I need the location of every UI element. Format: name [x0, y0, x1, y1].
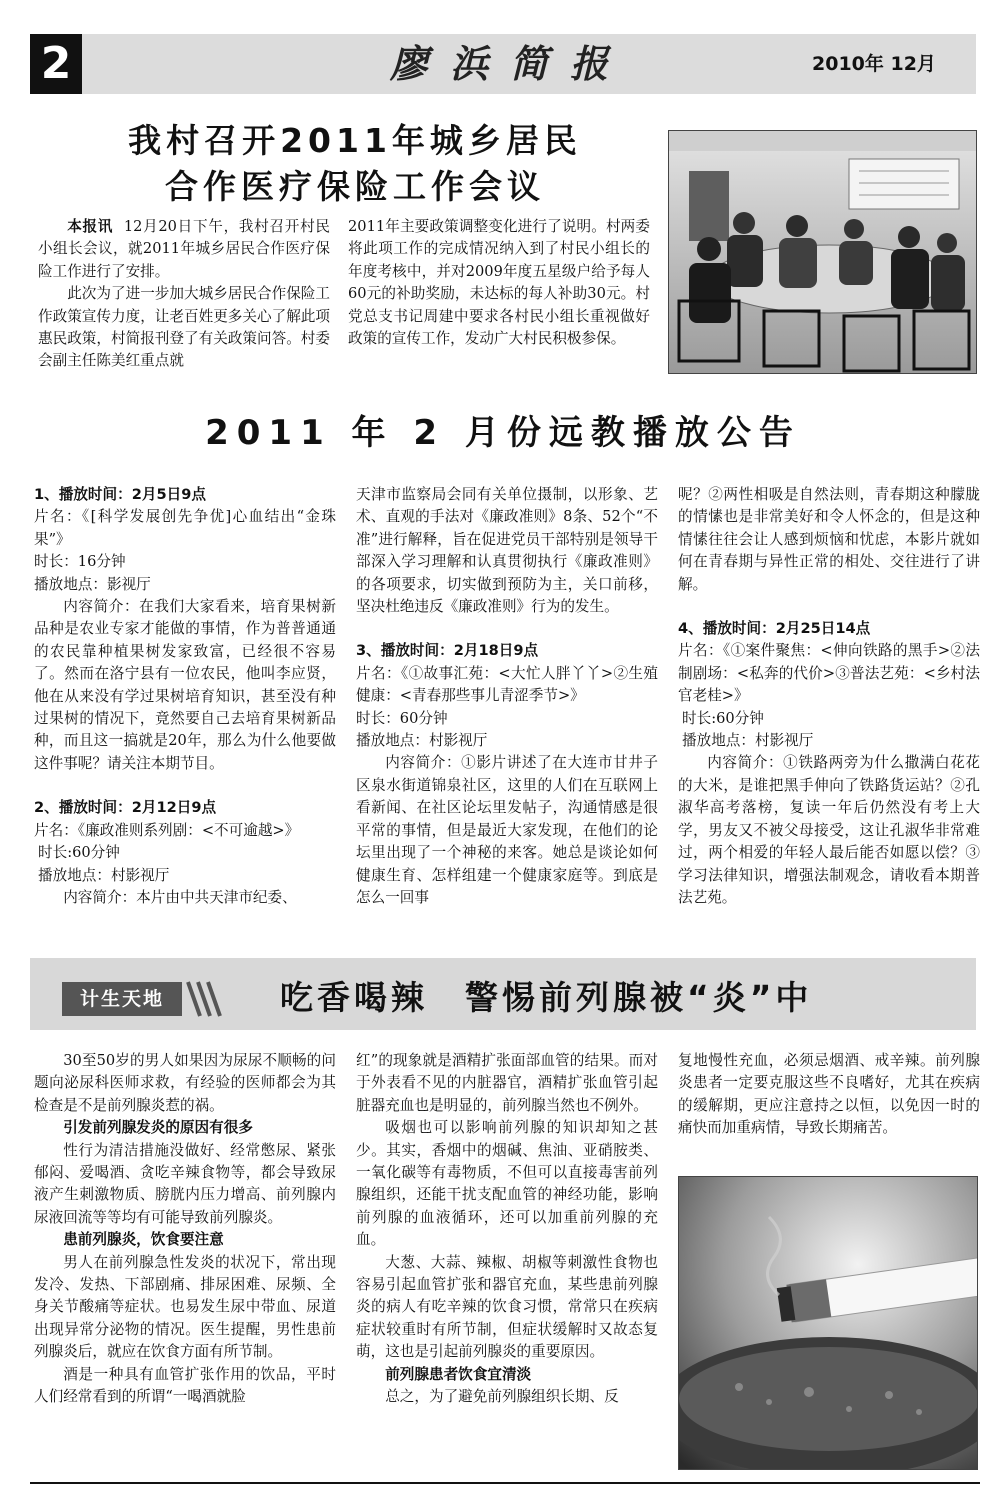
section-tag: 计生天地: [62, 982, 182, 1016]
health-subheading-diet: 患前列腺炎，饮食要注意: [63, 1231, 224, 1249]
article1-headline-line1: 我村召开2011年城乡居民: [128, 121, 582, 160]
issue-date: 2010年 12月: [812, 53, 936, 75]
broadcast-item-3-duration: 时长：60分钟: [356, 709, 448, 727]
broadcast-item-2-title: 片名：《廉政准则系列剧：<不可逾越>》: [34, 821, 300, 839]
broadcast-item-2-venue: 播放地点：村影视厅: [38, 866, 170, 884]
broadcast-item-4-duration: 时长:60分钟: [682, 709, 764, 727]
broadcast-item-4-venue: 播放地点：村影视厅: [682, 732, 814, 750]
broadcast-item-2-duration: 时长:60分钟: [38, 844, 120, 862]
article1-headline-line2: 合作医疗保险工作会议: [165, 167, 545, 206]
article1-paragraph: 2011年主要政策调整变化进行了说明。村两委将此项工作的完成情况纳入到了村民小组长的年度考核中，并对2009年度五星级户给予每人60元的补助奖励，未达标的每人补助30元。村党总支书记周建中要求各村民小组长重视做好政策的宣传工作，发动广大村民积极参保。: [348, 218, 650, 348]
article1-paragraph: 12月20日下午，我村召开村民小组长会议，就2011年城乡居民合作医疗保险工作进行了安排。: [38, 218, 330, 280]
cigarette-photo: [678, 1176, 978, 1470]
health-paragraph: 红”的现象就是酒精扩张面部血管的结果。而对于外表看不见的内脏器官，酒精扩张血管引起脏器充血也是明显的，前列腺当然也不例外。: [356, 1052, 658, 1114]
article1-column-1: [38, 216, 330, 373]
article1-column-2: [348, 216, 650, 350]
cigarette-photo-image: [679, 1177, 977, 1469]
page-number: 2: [30, 34, 82, 94]
meeting-photo-image: [669, 131, 976, 373]
broadcast-item-1-title: 片名：《[科学发展创先争优]心血结出“金珠果”》: [34, 508, 336, 548]
broadcast-item-3-intro-continued: 呢？②两性相吸是自然法则，青春期这种朦胧的情愫也是非常美好和令人怀念的，但是这种情愫往往会让人感到烦恼和忧虑，本影片就如何在青春期与异性正常的相处、交往进行了讲解。: [678, 486, 980, 593]
broadcast-item-3-heading: 3、播放时间：2月18日9点: [356, 642, 539, 660]
health-paragraph: 酒是一种具有血管扩张作用的饮品，平时人们经常看到的所谓“一喝酒就脸: [34, 1365, 336, 1406]
broadcast-item-3-intro: 内容简介：①影片讲述了在大连市甘井子区泉水街道锦泉社区，这里的人们在互联网上看新闻、在社区论坛里发帖子，沟通情感是很平常的事情，但是最近大家发现，在他们的论坛里出现了一个神秘的来客。她总是谈论如何健康生育、怎样组建一个健康家庭等。到底是怎么一回事: [356, 754, 658, 906]
meeting-photo: [668, 130, 977, 374]
paper-name-calligraphy: 廖浜简报: [389, 41, 630, 86]
bottom-rule: [30, 1482, 980, 1484]
health-column-3: [678, 1050, 980, 1140]
article1-headline: [60, 118, 650, 210]
broadcast-item-4-heading: 4、播放时间：2月25日14点: [678, 620, 871, 638]
article1-paragraph: 此次为了进一步加大城乡居民合作保险工作政策宣传力度，让老百姓更多关心了解此项惠民政策，村简报刊登了有关政策问答。村委会副主任陈美红重点就: [38, 285, 330, 370]
health-subheading-light-diet: 前列腺患者饮食宜清淡: [385, 1365, 532, 1383]
health-column-2: [356, 1050, 658, 1409]
article2-headline: 2011 年 2 月份远教播放公告: [205, 413, 801, 453]
broadcast-item-3-title: 片名：《①故事汇苑：<大忙人胖丫丫>②生殖健康：<青春那些事儿青涩季节>》: [356, 664, 658, 705]
broadcast-item-3-venue: 播放地点：村影视厅: [356, 732, 488, 750]
broadcast-item-2-heading: 2、播放时间：2月12日9点: [34, 799, 217, 817]
health-paragraph: 男人在前列腺急性发炎的状况下，常出现发冷、发热、下部剧痛、排尿困难、尿频、全身关节酸痛等症状。也易发生尿中带血、尿道出现异常分泌物的情况。医生提醒，男性患前列腺炎后，就应在饮食方面有所节制。: [34, 1253, 336, 1361]
health-paragraph: 30至50岁的男人如果因为尿尿不顺畅的问题向泌尿科医师求救，有经验的医师都会为其检查是不是前列腺炎惹的祸。: [34, 1052, 336, 1114]
broadcast-item-1-venue: 播放地点：影视厅: [34, 575, 151, 593]
broadcast-item-4-title: 片名：《①案件聚焦：<伸向铁路的黑手>②法制剧场：<私奔的代价>③普法艺苑：<乡村法官老桂>》: [678, 642, 980, 705]
broadcast-item-2-intro-continued: 天津市监察局会同有关单位摄制，以形象、艺术、直观的手法对《廉政准则》8条、52个“不准”进行解释，旨在促进党员干部特别是领导干部深入学习理解和认真贯彻执行《廉政准则》的各项要求，切实做到预防为主，关口前移，坚决杜绝违反《廉政准则》行为的发生。: [356, 486, 658, 616]
broadcast-item-4-intro: 内容简介：①铁路两旁为什么撒满白花花的大米，是谁把黑手伸向了铁路货运站？②孔淑华高考落榜，复读一年后仍然没有考上大学，男友又不被父母接受，这让孔淑华非常难过，两个相爱的年轻人最后能否如愿以偿？③学习法律知识，增强法制观念，请收看本期普法艺苑。: [678, 754, 980, 906]
slash-decoration-icon: [186, 980, 226, 1018]
health-paragraph: 吸烟也可以影响前列腺的知识却知之甚少。其实，香烟中的烟碱、焦油、亚硝胺类、一氧化碳等有毒物质，不但可以直接毒害前列腺组织，还能干扰支配血管的神经功能，影响前列腺的血液循环，还可以加重前列腺的充血。: [356, 1119, 658, 1249]
broadcast-item-1-duration: 时长：16分钟: [34, 553, 126, 571]
health-subheading-causes: 引发前列腺发炎的原因有很多: [63, 1119, 253, 1137]
broadcast-column-3: [678, 484, 980, 909]
broadcast-item-2-intro: 内容简介：本片由中共天津市纪委、: [63, 888, 297, 906]
article3-headline: 吃香喝辣 警惕前列腺被“炎”中: [280, 978, 813, 1017]
health-column-1: [34, 1050, 336, 1409]
health-paragraph: 总之，为了避免前列腺组织长期、反: [385, 1388, 619, 1406]
broadcast-item-1-intro: 内容简介：在我们大家看来，培育果树新品种是农业专家才能做的事情，作为普普通通的农民靠种植果树发家致富，已经很不容易了。然而在洛宁县有一位农民，他叫李应贤，他在从来没有学过果树培育知识，甚至没有种过果树的情况下，竟然要自己去培育果树新品种，而且这一搞就是20年，那么为什么他要做这件事呢？请关注本期节目。: [34, 598, 336, 772]
broadcast-column-2: [356, 484, 658, 909]
broadcast-item-1-heading: 1、播放时间：2月5日9点: [34, 486, 206, 503]
health-paragraph: 大葱、大蒜、辣椒、胡椒等刺激性食物也容易引起血管扩张和器官充血，某些患前列腺炎的病人有吃辛辣的饮食习惯，常常只在疾病症状较重时有所节制，但症状缓解时又故态复萌，这也是引起前列腺炎的重要原因。: [356, 1253, 658, 1361]
health-paragraph: 复地慢性充血，必须忌烟酒、戒辛辣。前列腺炎患者一定要克服这些不良嗜好，尤其在疾病的缓解期，更应注意持之以恒，以免因一时的痛快而加重病情，导致长期痛苦。: [678, 1052, 980, 1137]
health-paragraph: 性行为清洁措施没做好、经常憋尿、紧张郁闷、爱喝酒、贪吃辛辣食物等，都会导致尿液产生刺激物质、膀胱内压力增高、前列腺内尿液回流等等均有可能导致前列腺炎。: [34, 1141, 336, 1226]
broadcast-column-1: [34, 484, 336, 909]
article1-lead-label: 本报讯: [67, 218, 114, 235]
